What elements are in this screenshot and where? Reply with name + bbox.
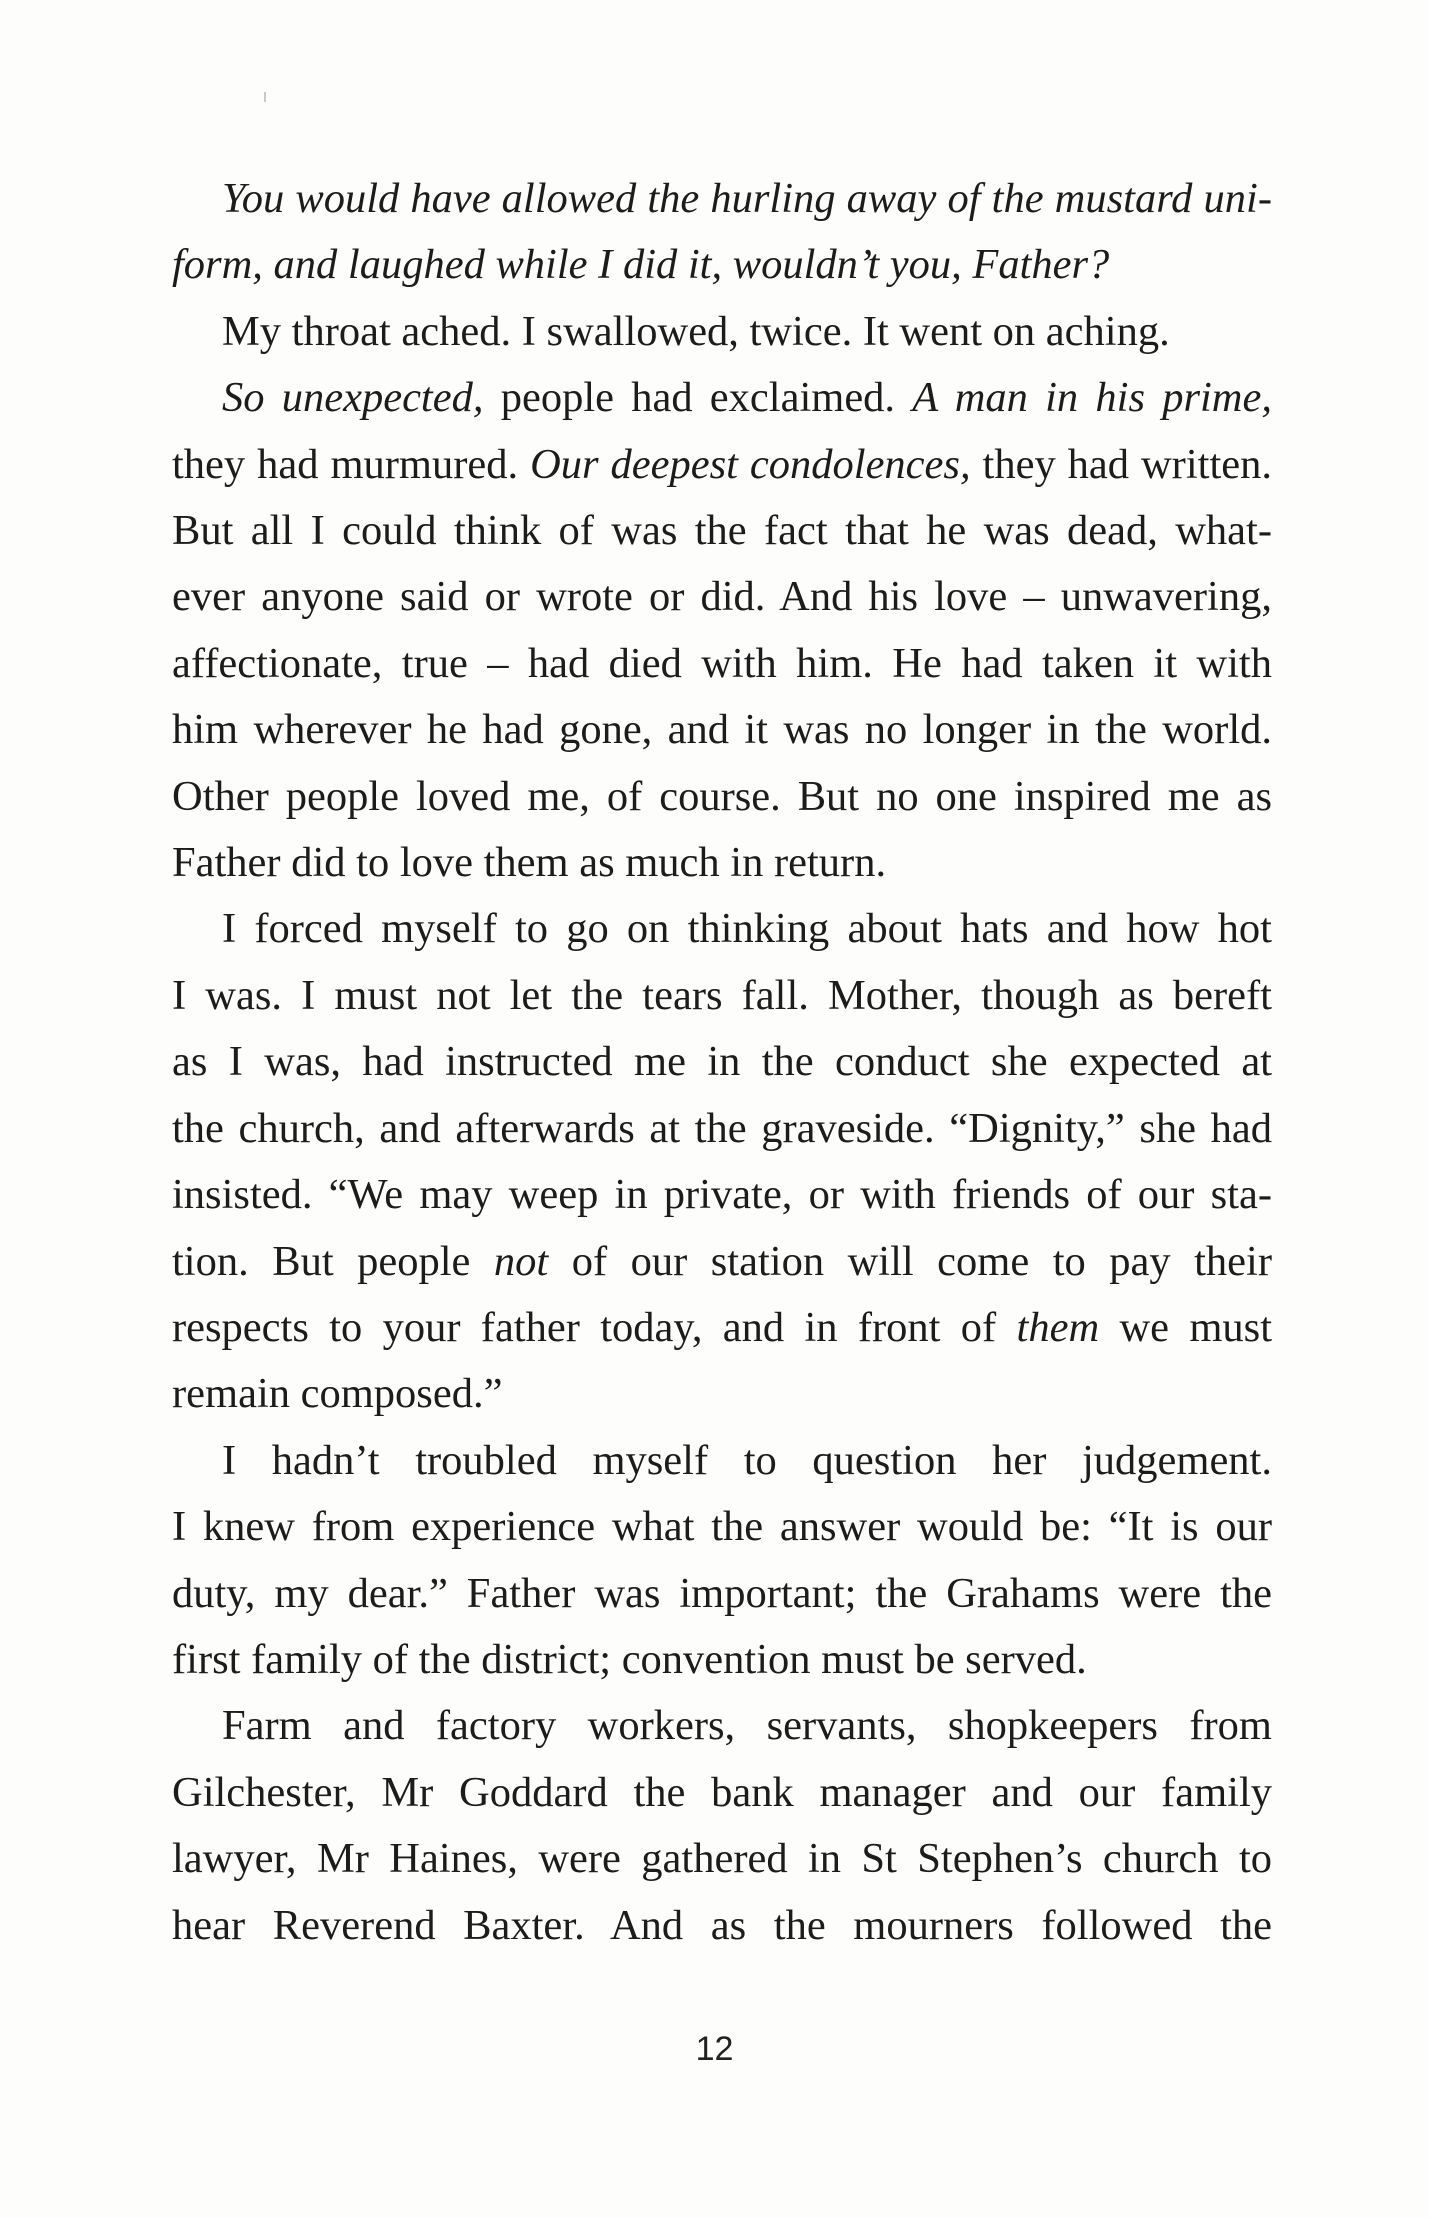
text-run: lawyer, Mr Haines, were gathered in St Stephen’s church to xyxy=(172,1835,1272,1883)
text-line xyxy=(172,365,1272,431)
text-run: Other people loved me, of course. But no one inspired me as xyxy=(172,772,1272,820)
text-line xyxy=(172,896,1272,962)
text-line xyxy=(172,166,1272,232)
text-run: But all I could think of was the fact that he was dead, what- xyxy=(172,507,1272,555)
text-line xyxy=(172,1295,1272,1361)
text-line xyxy=(172,432,1272,498)
text-run: insisted. “We may weep in private, or with friends of our sta- xyxy=(172,1171,1272,1219)
text-run: ever anyone said or wrote or did. And his love – unwavering, xyxy=(172,573,1272,621)
text-run: people had exclaimed. xyxy=(483,374,913,422)
text-line xyxy=(172,1693,1272,1759)
text-run: first family of the district; convention must be served. xyxy=(172,1635,1087,1683)
italic-text: form, and laughed while I did it, wouldn’t you, Father? xyxy=(172,241,1110,289)
text-run: respects to your father today, and in front of xyxy=(172,1303,1017,1351)
text-run: the church, and afterwards at the graveside. “Dignity,” she had xyxy=(172,1104,1272,1152)
text-run: Farm and factory workers, servants, shopkeepers from xyxy=(222,1702,1272,1750)
italic-text: So unexpected, xyxy=(222,374,484,422)
text-run: I hadn’t troubled myself to question her judgement. xyxy=(222,1436,1272,1484)
text-line xyxy=(172,631,1272,697)
italic-text: You would have allowed the hurling away of the mustard uni- xyxy=(222,175,1272,222)
italic-text: them xyxy=(1016,1303,1100,1351)
italic-text: Our deepest condolences, xyxy=(530,440,971,488)
text-run: of our station will come to pay their xyxy=(548,1237,1272,1285)
text-line xyxy=(172,1029,1272,1095)
text-run: My throat ached. I swallowed, twice. It went on aching. xyxy=(222,307,1170,355)
text-run: I knew from experience what the answer would be: “It is our xyxy=(172,1503,1272,1551)
text-line xyxy=(172,697,1272,763)
text-line xyxy=(172,1162,1272,1228)
page-number: 12 xyxy=(695,2030,734,2068)
text-line xyxy=(172,1229,1272,1295)
text-run: tion. But people xyxy=(172,1237,494,1285)
text-line xyxy=(172,1361,1272,1427)
text-run: we must xyxy=(1099,1303,1273,1351)
text-line xyxy=(172,1893,1272,1959)
text-run: hear Reverend Baxter. And as the mourners followed the xyxy=(172,1901,1272,1949)
text-line xyxy=(172,1561,1272,1627)
italic-text: not xyxy=(493,1237,549,1285)
scan-speck xyxy=(264,92,266,102)
text-line xyxy=(172,963,1272,1029)
text-line xyxy=(172,1627,1272,1693)
text-run: Father did to love them as much in return. xyxy=(172,839,887,887)
text-run: they had written. xyxy=(970,440,1272,488)
text-run: remain composed.” xyxy=(172,1370,503,1418)
text-line xyxy=(172,1494,1272,1560)
text-line xyxy=(172,299,1272,365)
text-run: him wherever he had gone, and it was no longer in the world. xyxy=(172,706,1272,754)
text-run: affectionate, true – had died with him. He had taken it with xyxy=(172,639,1272,687)
text-run: I forced myself to go on thinking about hats and how hot xyxy=(222,905,1272,953)
text-line xyxy=(172,1096,1272,1162)
text-line xyxy=(172,830,1272,896)
italic-text: A man in his prime, xyxy=(912,374,1272,422)
text-run: I was. I must not let the tears fall. Mother, though as bereft xyxy=(172,971,1272,1019)
text-line xyxy=(172,232,1272,298)
text-line xyxy=(172,1428,1272,1494)
text-line xyxy=(172,498,1272,564)
text-line xyxy=(172,764,1272,830)
text-run: duty, my dear.” Father was important; the Grahams were the xyxy=(172,1569,1272,1617)
text-line xyxy=(172,1826,1272,1892)
text-run: they had murmured. xyxy=(172,440,531,488)
text-line xyxy=(172,564,1272,630)
text-run: Gilchester, Mr Goddard the bank manager and our family xyxy=(172,1768,1272,1816)
text-run: as I was, had instructed me in the conduct she expected at xyxy=(172,1038,1272,1086)
text-line xyxy=(172,1760,1272,1826)
body-text xyxy=(172,166,1272,1959)
